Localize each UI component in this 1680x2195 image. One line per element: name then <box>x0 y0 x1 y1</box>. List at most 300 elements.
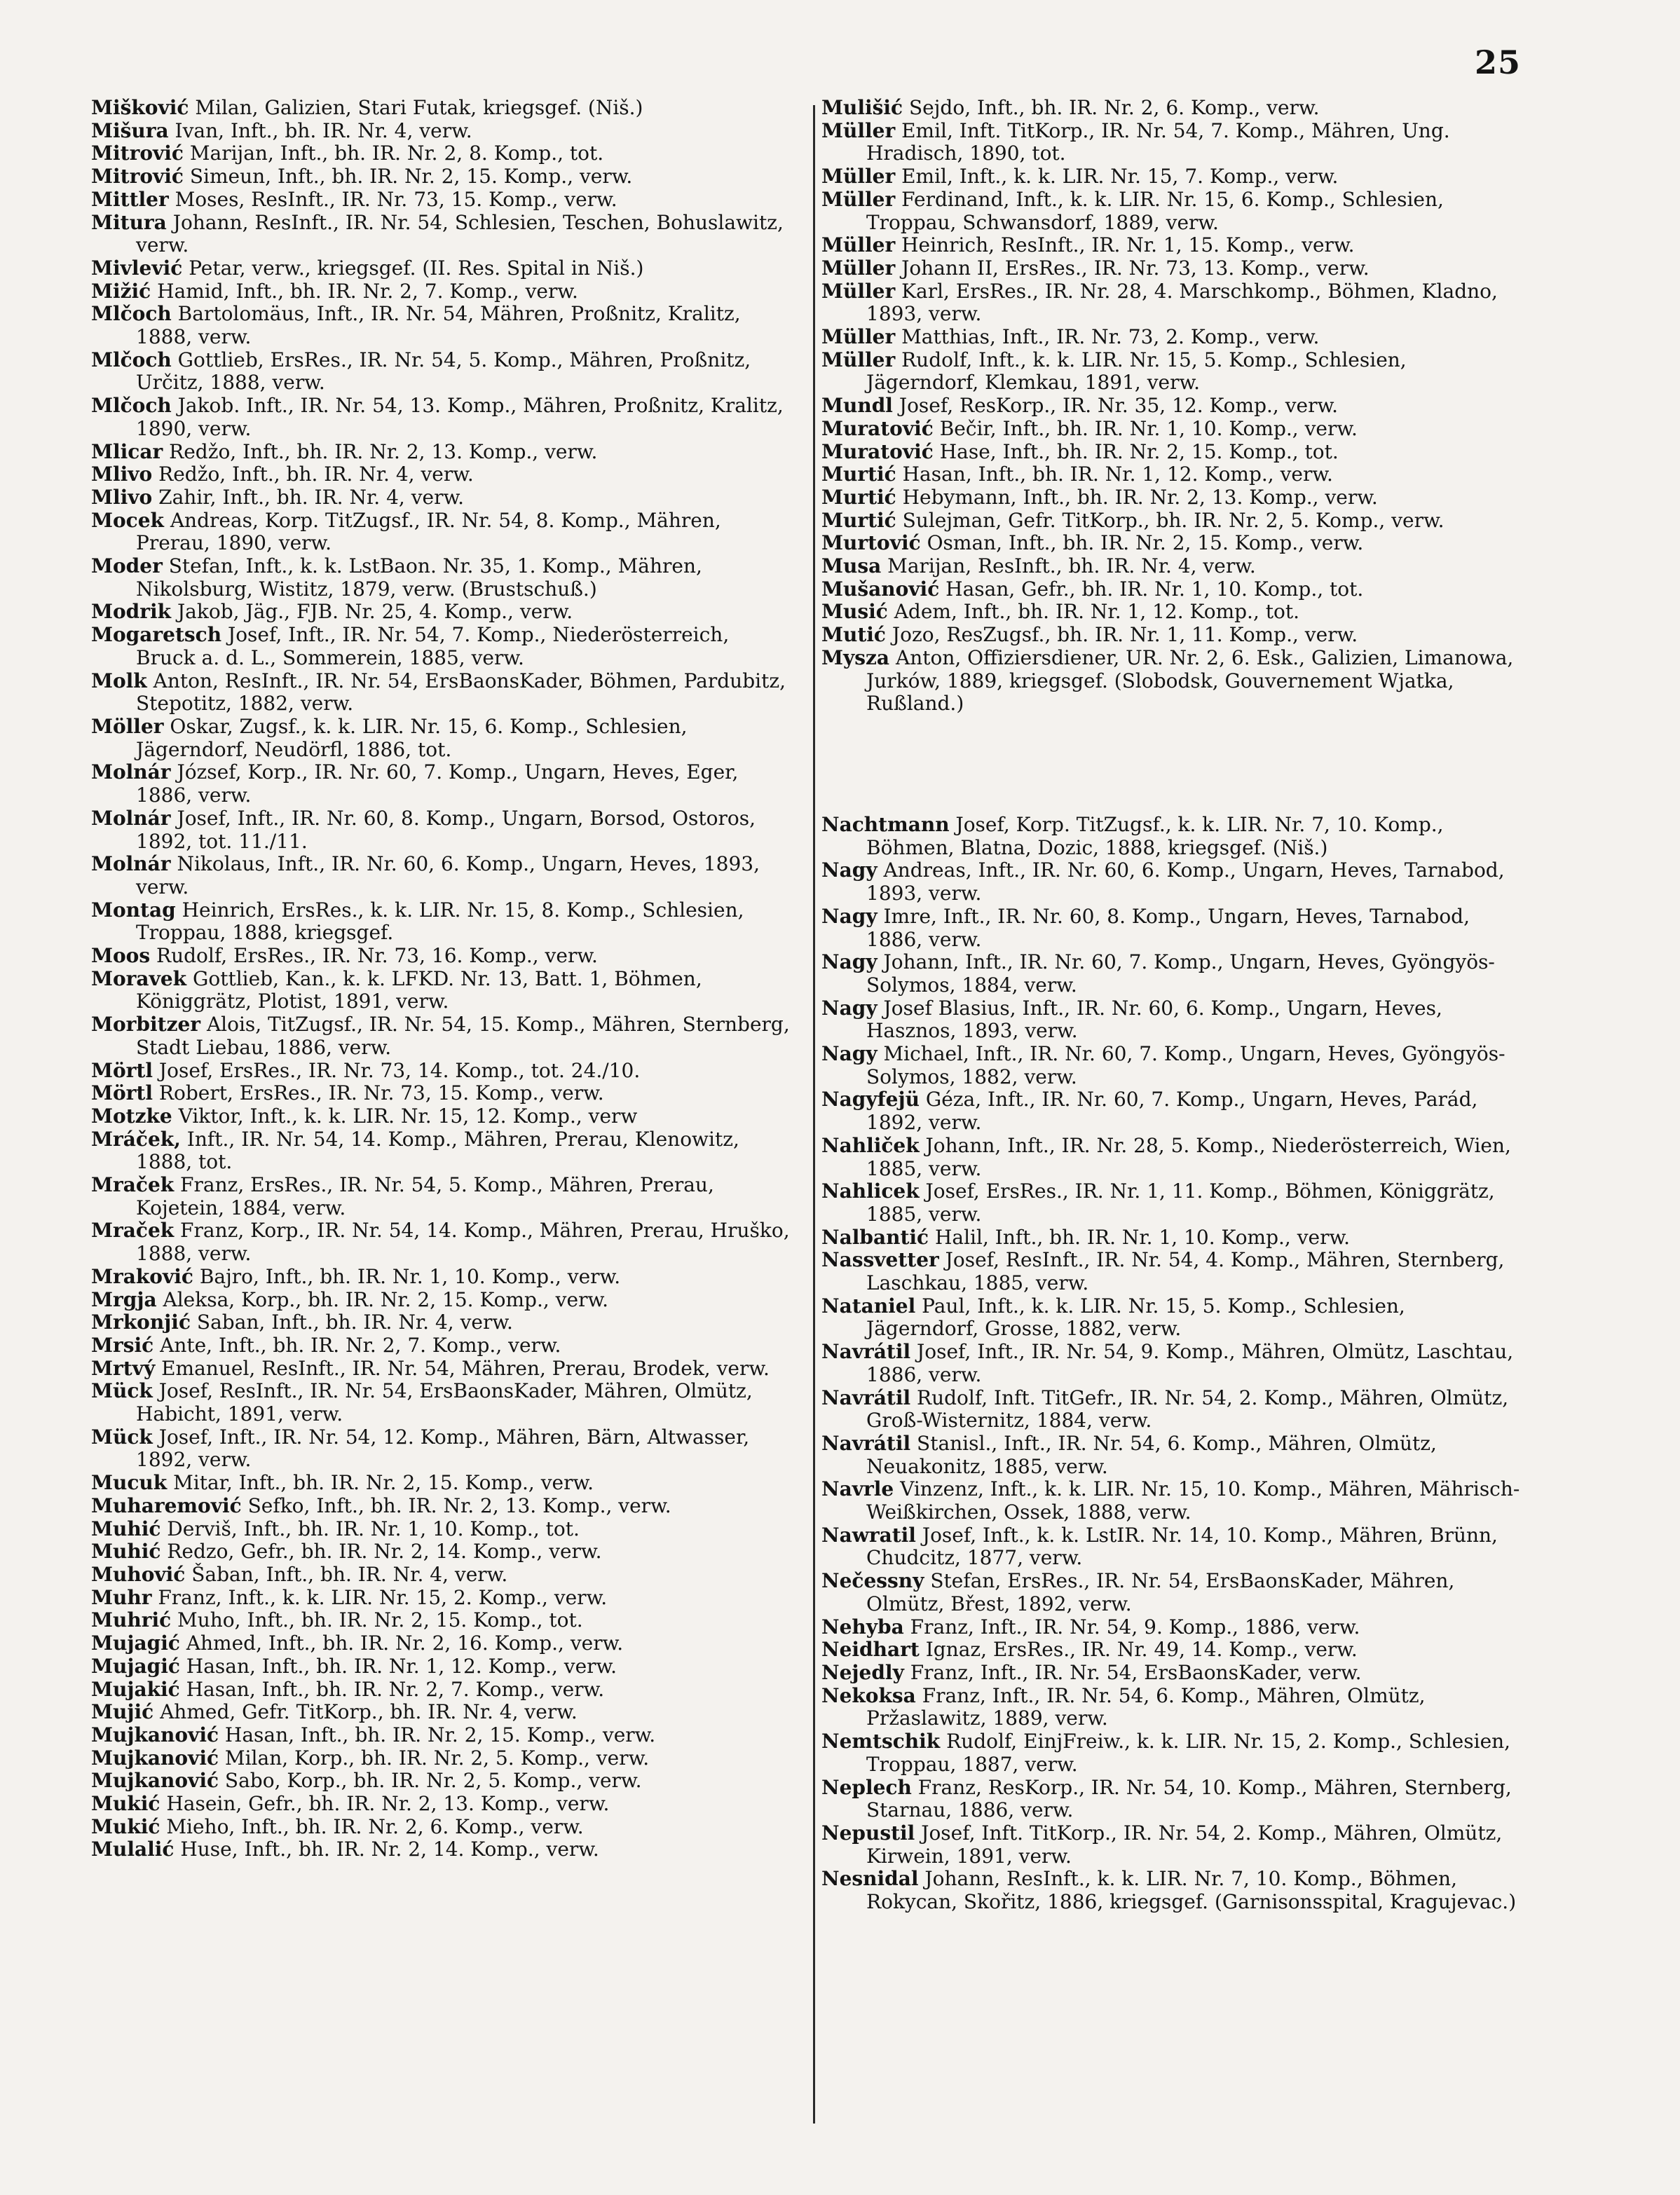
entry-details: Ignaz, ErsRes., IR. Nr. 49, 14. Komp., verw. <box>919 1638 1358 1662</box>
register-entry <box>91 510 792 555</box>
register-entry <box>821 1341 1522 1386</box>
entry-surname: Nassvetter <box>821 1248 939 1272</box>
entry-surname: Mujkanović <box>91 1746 219 1770</box>
entry-details: Milan, Korp., bh. IR. Nr. 2, 5. Komp., verw. <box>219 1746 650 1770</box>
entry-surname: Mujakić <box>91 1677 180 1701</box>
entry-details: Josef, ErsRes., IR. Nr. 73, 14. Komp., tot. 24./10. <box>153 1058 641 1082</box>
entry-details: Heinrich, ErsRes., k. k. LIR. Nr. 15, 8. Komp., Schlesien, Troppau, 1888, kriegsgef. <box>136 898 744 945</box>
entry-surname: Müller <box>821 348 896 371</box>
entry-surname: Muharemović <box>91 1493 242 1517</box>
entry-details: Josef, Inft., IR. Nr. 54, 7. Komp., Niederösterreich, Bruck a. d. L., Sommerein, 1885, verw. <box>136 623 730 669</box>
register-entry <box>821 349 1522 395</box>
entry-surname: Musić <box>821 600 888 624</box>
register-entry <box>821 234 1522 257</box>
entry-details: Heinrich, ResInft., IR. Nr. 1, 15. Komp., verw. <box>895 233 1355 257</box>
entry-details: Ahmed, Inft., bh. IR. Nr. 2, 16. Komp., verw. <box>179 1632 624 1655</box>
entry-surname: Mulišić <box>821 96 903 119</box>
entry-surname: Mlčoch <box>91 348 172 371</box>
register-entry <box>91 1311 792 1334</box>
entry-surname: Molnár <box>91 806 171 830</box>
register-entry <box>91 1632 792 1655</box>
register-entry <box>821 1730 1522 1776</box>
entry-surname: Mlčoch <box>91 394 172 418</box>
register-entry <box>821 1249 1522 1294</box>
register-entry <box>821 120 1522 165</box>
column-divider <box>813 105 815 2124</box>
entry-details: Josef, Inft., IR. Nr. 60, 8. Komp., Ungarn, Borsod, Ostoros, 1892, tot. 11./11. <box>136 806 756 853</box>
entry-surname: Molnár <box>91 760 171 784</box>
entry-surname: Mitrović <box>91 142 184 165</box>
entry-surname: Molk <box>91 669 147 692</box>
register-entry <box>91 1609 792 1632</box>
entry-details: Milan, Galizien, Stari Futak, kriegsgef. (Niš.) <box>189 96 643 119</box>
register-entry <box>821 1478 1522 1524</box>
entry-details: Josef, ErsRes., IR. Nr. 1, 11. Komp., Böhmen, Königgrätz, 1885, verw. <box>866 1179 1495 1226</box>
entry-details: Marijan, ResInft., bh. IR. Nr. 4, verw. <box>881 554 1256 578</box>
entry-surname: Nagy <box>821 996 877 1020</box>
entry-details: Emil, Inft., k. k. LIR. Nr. 15, 7. Komp., verw. <box>895 165 1339 189</box>
page-number: 25 <box>1475 43 1522 81</box>
entry-surname: Mrgja <box>91 1287 157 1311</box>
entry-surname: Müller <box>821 118 896 142</box>
entry-surname: Montag <box>91 898 176 922</box>
entry-details: Alois, TitZugsf., IR. Nr. 54, 15. Komp., Mähren, Sternberg, Stadt Liebau, 1886, verw. <box>136 1013 790 1059</box>
left-column <box>91 97 792 1861</box>
entry-surname: Mlivo <box>91 485 153 509</box>
entry-surname: Nagy <box>821 1042 877 1066</box>
entry-surname: Nehyba <box>821 1615 904 1639</box>
entry-surname: Mujagić <box>91 1632 180 1655</box>
entry-details: Zahir, Inft., bh. IR. Nr. 4, verw. <box>152 485 465 509</box>
entry-surname: Musa <box>821 554 882 578</box>
register-entry <box>91 1060 792 1083</box>
entry-surname: Möller <box>91 714 164 738</box>
register-entry <box>821 418 1522 441</box>
entry-surname: Murtić <box>821 508 896 532</box>
entry-details: Stefan, ErsRes., IR. Nr. 54, ErsBaonsKader, Mähren, Olmütz, Břest, 1892, verw. <box>866 1569 1455 1615</box>
register-entry <box>821 1043 1522 1088</box>
entry-details: Mitar, Inft., bh. IR. Nr. 2, 15. Komp., verw. <box>167 1471 594 1495</box>
entry-details: Josef, ResInft., IR. Nr. 54, ErsBaonsKader, Mähren, Olmütz, Habicht, 1891, verw. <box>136 1379 753 1426</box>
entry-surname: Nagy <box>821 859 877 882</box>
register-entry <box>821 578 1522 601</box>
entry-details: Anton, ResInft., IR. Nr. 54, ErsBaonsKader, Böhmen, Pardubitz, Stepotitz, 1882, verw. <box>136 669 786 716</box>
entry-details: Viktor, Inft., k. k. LIR. Nr. 15, 12. Komp., verw <box>172 1104 638 1128</box>
entry-surname: Mundl <box>821 394 893 418</box>
register-entry <box>821 1524 1522 1570</box>
entry-surname: Müller <box>821 279 896 303</box>
entry-surname: Mujagić <box>91 1654 180 1678</box>
entry-details: Rudolf, Inft. TitGefr., IR. Nr. 54, 2. Komp., Mähren, Olmütz, Groß-Wisternitz, 1884, verw. <box>866 1386 1509 1432</box>
entry-details: Osman, Inft., bh. IR. Nr. 2, 15. Komp., verw. <box>920 531 1364 555</box>
entry-details: Hase, Inft., bh. IR. Nr. 2, 15. Komp., tot. <box>933 439 1339 463</box>
entry-details: Šaban, Inft., bh. IR. Nr. 4, verw. <box>185 1563 508 1586</box>
entry-surname: Mlivo <box>91 463 153 486</box>
register-entry <box>91 1128 792 1174</box>
register-entry <box>821 165 1522 189</box>
entry-details: Josef, ResInft., IR. Nr. 54, 4. Komp., Mähren, Sternberg, Laschkau, 1885, verw. <box>866 1248 1505 1295</box>
entry-details: Hasan, Gefr., bh. IR. Nr. 1, 10. Komp., tot. <box>939 577 1364 601</box>
entry-details: Hasan, Inft., bh. IR. Nr. 2, 15. Komp., verw. <box>219 1723 656 1746</box>
entry-details: Franz, Inft., IR. Nr. 54, 6. Komp., Mähren, Olmütz, Pržaslawitz, 1889, verw. <box>866 1683 1426 1730</box>
entry-surname: Neplech <box>821 1775 912 1799</box>
entry-details: Redžo, Inft., bh. IR. Nr. 4, verw. <box>152 463 474 486</box>
register-entry <box>91 280 792 303</box>
entry-details: Matthias, Inft., IR. Nr. 73, 2. Komp., verw. <box>895 325 1320 349</box>
register-entry <box>821 1616 1522 1639</box>
entry-surname: Mraković <box>91 1264 193 1288</box>
entry-details: Bajro, Inft., bh. IR. Nr. 1, 10. Komp., verw. <box>193 1264 621 1288</box>
register-entry <box>91 142 792 165</box>
register-entry <box>821 97 1522 120</box>
register-entry <box>91 1426 792 1472</box>
register-entry <box>91 1082 792 1105</box>
register-entry <box>821 1135 1522 1180</box>
entry-details: Rudolf, EinjFreiw., k. k. LIR. Nr. 15, 2. Komp., Schlesien, Troppau, 1887, verw. <box>866 1730 1511 1776</box>
entry-surname: Mutić <box>821 623 886 647</box>
register-entry <box>821 1387 1522 1432</box>
entry-details: Johann, Inft., IR. Nr. 60, 7. Komp., Ungarn, Heves, Gyöngyös-Solymos, 1884, verw. <box>866 950 1495 997</box>
register-entry <box>91 1724 792 1747</box>
entry-details: Sulejman, Gefr. TitKorp., bh. IR. Nr. 2, 5. Komp., verw. <box>896 508 1445 532</box>
entry-surname: Mulalić <box>91 1838 175 1861</box>
entry-surname: Mišković <box>91 96 189 119</box>
entry-details: Hasein, Gefr., bh. IR. Nr. 2, 13. Komp., verw. <box>160 1792 610 1816</box>
entry-details: Anton, Offiziersdiener, UR. Nr. 2, 6. Esk., Galizien, Limanowa, Jurków, 1889, kriegsgef. (Slobodsk, Gouvernement Wjatka, Rußland.) <box>866 645 1514 716</box>
register-entry <box>91 165 792 189</box>
register-entry <box>821 463 1522 486</box>
entry-surname: Mraček <box>91 1173 175 1197</box>
register-entry <box>91 807 792 853</box>
entry-details: Halil, Inft., bh. IR. Nr. 1, 10. Komp., verw. <box>929 1225 1351 1249</box>
entry-details: Johann II, ErsRes., IR. Nr. 73, 13. Komp., verw. <box>895 256 1370 280</box>
register-entry <box>91 1380 792 1425</box>
entry-details: Jozo, ResZugsf., bh. IR. Nr. 1, 11. Komp., verw. <box>885 623 1358 647</box>
entry-surname: Mittler <box>91 187 169 211</box>
register-entry <box>821 997 1522 1043</box>
register-entry <box>91 1518 792 1541</box>
register-entry <box>821 1088 1522 1134</box>
entry-details: Sejdo, Inft., bh. IR. Nr. 2, 6. Komp., verw. <box>903 96 1320 119</box>
register-entry <box>91 1678 792 1702</box>
register-entry <box>821 647 1522 716</box>
entry-details: Hebymann, Inft., bh. IR. Nr. 2, 13. Komp., verw. <box>896 485 1378 509</box>
entry-details: Paul, Inft., k. k. LIR. Nr. 15, 5. Komp., Schlesien, Jägerndorf, Grosse, 1882, verw. <box>866 1294 1405 1341</box>
entry-details: Franz, ResKorp., IR. Nr. 54, 10. Komp., Mähren, Sternberg, Starnau, 1886, verw. <box>866 1775 1512 1822</box>
entry-details: Josef, ResKorp., IR. Nr. 35, 12. Komp., verw. <box>892 394 1339 418</box>
register-entry <box>91 1747 792 1770</box>
entry-details: Hasan, Inft., bh. IR. Nr. 2, 7. Komp., verw. <box>179 1677 605 1701</box>
entry-surname: Moder <box>91 554 163 578</box>
entry-details: Ante, Inft., bh. IR. Nr. 2, 7. Komp., verw. <box>153 1333 561 1357</box>
entry-details: Josef, Inft., IR. Nr. 54, 12. Komp., Mähren, Bärn, Altwasser, 1892, verw. <box>136 1425 750 1472</box>
entry-surname: Mrkonjić <box>91 1311 191 1334</box>
register-entry <box>821 395 1522 418</box>
register-entry <box>91 1564 792 1587</box>
register-entry <box>821 326 1522 349</box>
entry-details: Franz, Inft., IR. Nr. 54, ErsBaonsKader, verw. <box>903 1661 1362 1684</box>
entry-details: Johann, ResInft., k. k. LIR. Nr. 7, 10. Komp., Böhmen, Rokycan, Skořitz, 1886, kriegsgef. (Garnisonsspital, Kragujevac.) <box>866 1867 1517 1914</box>
register-entry <box>821 1180 1522 1226</box>
entry-surname: Mrtvý <box>91 1356 156 1380</box>
entry-details: Hamid, Inft., bh. IR. Nr. 2, 7. Komp., verw. <box>151 279 578 303</box>
right-column-n-entries <box>821 814 1522 1914</box>
register-entry <box>91 1013 792 1059</box>
register-entry <box>91 212 792 257</box>
entry-surname: Muhić <box>91 1517 161 1540</box>
entry-surname: Muhr <box>91 1585 152 1609</box>
entry-surname: Navrátil <box>821 1340 911 1364</box>
entry-details: Hasan, Inft., bh. IR. Nr. 1, 12. Komp., verw. <box>179 1654 617 1678</box>
entry-surname: Mörtl <box>91 1058 153 1082</box>
register-entry <box>821 257 1522 280</box>
entry-surname: Muhić <box>91 1540 161 1564</box>
entry-surname: Neidhart <box>821 1638 920 1662</box>
entry-surname: Muratović <box>821 416 934 440</box>
register-entry <box>91 1770 792 1793</box>
register-entry <box>91 257 792 280</box>
entry-surname: Nagyfejü <box>821 1088 920 1112</box>
entry-details: Andreas, Korp. TitZugsf., IR. Nr. 54, 8. Komp., Mähren, Prerau, 1890, verw. <box>136 508 721 555</box>
register-entry <box>91 968 792 1013</box>
register-entry <box>91 670 792 716</box>
entry-details: Stefan, Inft., k. k. LstBaon. Nr. 35, 1. Komp., Mähren, Nikolsburg, Wistitz, 1879, verw. (Brustschuß.) <box>136 554 702 601</box>
entry-surname: Murtić <box>821 485 896 509</box>
register-entry <box>821 951 1522 997</box>
entry-details: Saban, Inft., bh. IR. Nr. 4, verw. <box>191 1311 513 1334</box>
entry-surname: Nagy <box>821 904 877 928</box>
register-entry <box>821 441 1522 464</box>
entry-details: Franz, ErsRes., IR. Nr. 54, 5. Komp., Mähren, Prerau, Kojetein, 1884, verw. <box>136 1173 714 1219</box>
register-entry <box>91 486 792 510</box>
entry-details: Ahmed, Gefr. TitKorp., bh. IR. Nr. 4, verw. <box>153 1700 578 1724</box>
entry-details: Josef, Inft. TitKorp., IR. Nr. 54, 2. Komp., Mähren, Olmütz, Kirwein, 1891, verw. <box>866 1821 1503 1868</box>
entry-surname: Nachtmann <box>821 812 950 836</box>
entry-surname: Mlicar <box>91 439 163 463</box>
register-entry <box>91 761 792 807</box>
entry-surname: Mocek <box>91 508 164 532</box>
entry-surname: Mörtl <box>91 1081 153 1105</box>
entry-details: Jakob. Inft., IR. Nr. 54, 13. Komp., Mähren, Proßnitz, Kralitz, 1890, verw. <box>136 394 784 440</box>
entry-details: Ivan, Inft., bh. IR. Nr. 4, verw. <box>168 118 472 142</box>
entry-details: Johann, ResInft., IR. Nr. 54, Schlesien, Teschen, Bohuslawitz, verw. <box>136 210 784 257</box>
register-entry <box>821 1868 1522 1913</box>
register-entry <box>91 1655 792 1678</box>
entry-details: Rudolf, ErsRes., IR. Nr. 73, 16. Komp., verw. <box>150 944 598 968</box>
register-entry <box>821 814 1522 859</box>
entry-surname: Mlčoch <box>91 302 172 326</box>
entry-surname: Navrle <box>821 1477 894 1501</box>
register-entry <box>91 899 792 945</box>
register-entry <box>821 1822 1522 1868</box>
entry-details: Robert, ErsRes., IR. Nr. 73, 15. Komp., verw. <box>153 1081 604 1105</box>
entry-surname: Nahlicek <box>821 1179 920 1203</box>
entry-details: Moses, ResInft., IR. Nr. 73, 15. Komp., verw. <box>168 187 617 211</box>
register-entry <box>91 1540 792 1564</box>
entry-details: Michael, Inft., IR. Nr. 60, 7. Komp., Ungarn, Heves, Gyöngyös-Solymos, 1882, verw. <box>866 1042 1505 1088</box>
entry-details: Andreas, Inft., IR. Nr. 60, 6. Komp., Ungarn, Heves, Tarnabod, 1893, verw. <box>866 859 1505 905</box>
entry-details: Gottlieb, Kan., k. k. LFKD. Nr. 13, Batt. 1, Böhmen, Königgrätz, Plotist, 1891, verw. <box>136 966 702 1013</box>
entry-surname: Murtović <box>821 531 921 555</box>
entry-surname: Mujkanović <box>91 1769 219 1793</box>
entry-surname: Mušanović <box>821 577 940 601</box>
register-entry <box>821 486 1522 510</box>
register-entry <box>821 859 1522 905</box>
entry-details: Simeun, Inft., bh. IR. Nr. 2, 15. Komp., verw. <box>183 165 633 189</box>
register-entry <box>91 120 792 143</box>
entry-surname: Muhović <box>91 1563 186 1586</box>
register-entry <box>91 1495 792 1518</box>
register-entry <box>821 601 1522 624</box>
entry-surname: Nepustil <box>821 1821 915 1845</box>
entry-surname: Nahliček <box>821 1133 920 1157</box>
entry-surname: Muratović <box>821 439 934 463</box>
entry-surname: Mraček <box>91 1219 175 1243</box>
entry-details: Rudolf, Inft., k. k. LIR. Nr. 15, 5. Komp., Schlesien, Jägerndorf, Klemkau, 1891, verw. <box>866 348 1407 395</box>
entry-details: Karl, ErsRes., IR. Nr. 28, 4. Marschkomp., Böhmen, Kladno, 1893, verw. <box>866 279 1498 326</box>
entry-surname: Mucuk <box>91 1471 168 1495</box>
entry-surname: Nawratil <box>821 1523 916 1547</box>
entry-surname: Mujkanović <box>91 1723 219 1746</box>
entry-surname: Mráček, <box>91 1127 181 1151</box>
register-entry <box>821 905 1522 951</box>
entry-surname: Mück <box>91 1425 153 1449</box>
entry-surname: Nemtschik <box>821 1730 941 1753</box>
right-column-m-entries <box>821 97 1522 716</box>
register-entry <box>821 1639 1522 1662</box>
register-entry <box>91 189 792 212</box>
register-entry <box>91 1358 792 1381</box>
entry-details: Mieho, Inft., bh. IR. Nr. 2, 6. Komp., verw. <box>160 1814 584 1838</box>
entry-surname: Mujić <box>91 1700 154 1724</box>
entry-details: Josef Blasius, Inft., IR. Nr. 60, 6. Komp., Ungarn, Heves, Hasznos, 1893, verw. <box>866 996 1442 1043</box>
entry-details: Petar, verw., kriegsgef. (II. Res. Spital in Niš.) <box>182 256 644 280</box>
entry-surname: Mysza <box>821 645 890 669</box>
entry-surname: Navrátil <box>821 1431 911 1455</box>
register-entry <box>91 624 792 669</box>
entry-details: Jakob, Jäg., FJB. Nr. 25, 4. Komp., verw. <box>171 600 573 624</box>
entry-surname: Nejedly <box>821 1661 904 1684</box>
entry-surname: Mišura <box>91 118 169 142</box>
entry-surname: Nesnidal <box>821 1867 919 1891</box>
entry-details: Marijan, Inft., bh. IR. Nr. 2, 8. Komp., tot. <box>183 142 604 165</box>
entry-surname: Nagy <box>821 950 877 974</box>
entry-details: Franz, Inft., k. k. LIR. Nr. 15, 2. Komp., verw. <box>151 1585 608 1609</box>
entry-surname: Motzke <box>91 1104 172 1128</box>
entry-details: Vinzenz, Inft., k. k. LIR. Nr. 15, 10. Komp., Mähren, Mährisch-Weißkirchen, Ossek, 1888, verw. <box>866 1477 1520 1524</box>
entry-surname: Nekoksa <box>821 1683 916 1707</box>
entry-details: Sefko, Inft., bh. IR. Nr. 2, 13. Komp., verw. <box>241 1493 671 1517</box>
entry-surname: Muhrić <box>91 1608 172 1632</box>
entry-details: Josef, Inft., k. k. LstIR. Nr. 14, 10. Komp., Mähren, Brünn, Chudcitz, 1877, verw. <box>866 1523 1498 1570</box>
register-entry <box>91 1266 792 1289</box>
register-entry <box>91 441 792 464</box>
entry-details: Ferdinand, Inft., k. k. LIR. Nr. 15, 6. Komp., Schlesien, Troppau, Schwansdorf, 1889, verw. <box>866 187 1444 234</box>
entry-details: Huse, Inft., bh. IR. Nr. 2, 14. Komp., verw. <box>174 1838 599 1861</box>
entry-details: Derviš, Inft., bh. IR. Nr. 1, 10. Komp., tot. <box>161 1517 580 1540</box>
register-entry <box>821 624 1522 647</box>
register-entry <box>91 555 792 601</box>
register-entry <box>91 601 792 624</box>
entry-details: Aleksa, Korp., bh. IR. Nr. 2, 15. Komp., verw. <box>156 1287 608 1311</box>
entry-details: Hasan, Inft., bh. IR. Nr. 1, 12. Komp., verw. <box>896 463 1333 486</box>
entry-details: Redzo, Gefr., bh. IR. Nr. 2, 14. Komp., verw. <box>161 1540 602 1564</box>
register-entry <box>91 1838 792 1861</box>
entry-surname: Navrátil <box>821 1386 911 1409</box>
entry-details: Bartolomäus, Inft., IR. Nr. 54, Mähren, Proßnitz, Kralitz, 1888, verw. <box>136 302 741 349</box>
register-entry <box>821 532 1522 555</box>
entry-surname: Morbitzer <box>91 1013 201 1037</box>
register-entry <box>821 1226 1522 1250</box>
section-gap <box>821 716 1522 814</box>
register-entry <box>821 1662 1522 1685</box>
entry-details: Franz, Korp., IR. Nr. 54, 14. Komp., Mähren, Prerau, Hruško, 1888, verw. <box>136 1219 790 1266</box>
entry-details: Stanisl., Inft., IR. Nr. 54, 6. Komp., Mähren, Olmütz, Neuakonitz, 1885, verw. <box>866 1431 1437 1478</box>
entry-details: Josef, Korp. TitZugsf., k. k. LIR. Nr. 7, 10. Komp., Böhmen, Blatna, Dozic, 1888, kriegsgef. (Niš.) <box>866 812 1444 859</box>
entry-surname: Mitrović <box>91 165 184 189</box>
entry-surname: Mukić <box>91 1814 161 1838</box>
right-column <box>821 97 1522 1914</box>
entry-surname: Nataniel <box>821 1294 916 1318</box>
entry-details: Emanuel, ResInft., IR. Nr. 54, Mähren, Prerau, Brodek, verw. <box>155 1356 770 1380</box>
entry-details: Franz, Inft., IR. Nr. 54, 9. Komp., 1886, verw. <box>903 1615 1360 1639</box>
entry-details: Muho, Inft., bh. IR. Nr. 2, 15. Komp., tot. <box>171 1608 583 1632</box>
entry-surname: Mižić <box>91 279 151 303</box>
register-entry <box>821 189 1522 234</box>
register-entry <box>91 1472 792 1495</box>
register-entry <box>821 1570 1522 1615</box>
entry-details: Emil, Inft. TitKorp., IR. Nr. 54, 7. Komp., Mähren, Ung. Hradisch, 1890, tot. <box>866 118 1450 165</box>
entry-surname: Nečessny <box>821 1569 924 1593</box>
entry-details: Gottlieb, ErsRes., IR. Nr. 54, 5. Komp., Mähren, Proßnitz, Určitz, 1888, verw. <box>136 348 751 395</box>
entry-surname: Murtić <box>821 463 896 486</box>
entry-surname: Mogaretsch <box>91 623 222 647</box>
entry-surname: Mrsić <box>91 1333 154 1357</box>
entry-surname: Nalbantić <box>821 1225 929 1249</box>
entry-details: Imre, Inft., IR. Nr. 60, 8. Komp., Ungarn, Heves, Tarnabod, 1886, verw. <box>866 904 1470 951</box>
register-entry <box>821 555 1522 578</box>
entry-surname: Moos <box>91 944 151 968</box>
entry-surname: Müller <box>821 256 896 280</box>
register-entry <box>91 97 792 120</box>
entry-surname: Müller <box>821 187 896 211</box>
entry-surname: Mück <box>91 1379 153 1403</box>
entry-details: Adem, Inft., bh. IR. Nr. 1, 12. Komp., tot. <box>887 600 1300 624</box>
register-entry <box>821 1685 1522 1730</box>
register-entry <box>821 1295 1522 1341</box>
entry-surname: Müller <box>821 233 896 257</box>
register-entry <box>91 1105 792 1128</box>
entry-surname: Moravek <box>91 966 187 990</box>
register-entry <box>91 1793 792 1816</box>
entry-details: Nikolaus, Inft., IR. Nr. 60, 6. Komp., Ungarn, Heves, 1893, verw. <box>136 852 760 898</box>
entry-surname: Mivlević <box>91 256 183 280</box>
entry-details: Josef, Inft., IR. Nr. 54, 9. Komp., Mähren, Olmütz, Laschtau, 1886, verw. <box>866 1340 1514 1386</box>
entry-details: József, Korp., IR. Nr. 60, 7. Komp., Ungarn, Heves, Eger, 1886, verw. <box>136 760 739 807</box>
entry-details: Inft., IR. Nr. 54, 14. Komp., Mähren, Prerau, Klenowitz, 1888, tot. <box>136 1127 739 1174</box>
entry-surname: Molnár <box>91 852 171 876</box>
entry-surname: Mitura <box>91 210 167 234</box>
register-entry <box>91 853 792 898</box>
entry-details: Bečir, Inft., bh. IR. Nr. 1, 10. Komp., verw. <box>933 416 1358 440</box>
entry-surname: Müller <box>821 325 896 349</box>
register-entry <box>91 463 792 486</box>
entry-details: Oskar, Zugsf., k. k. LIR. Nr. 15, 6. Komp., Schlesien, Jägerndorf, Neudörfl, 1886, tot. <box>136 714 688 761</box>
entry-details: Sabo, Korp., bh. IR. Nr. 2, 5. Komp., verw. <box>219 1769 642 1793</box>
register-entry <box>91 1219 792 1265</box>
register-entry <box>91 1701 792 1724</box>
register-entry <box>91 1289 792 1312</box>
